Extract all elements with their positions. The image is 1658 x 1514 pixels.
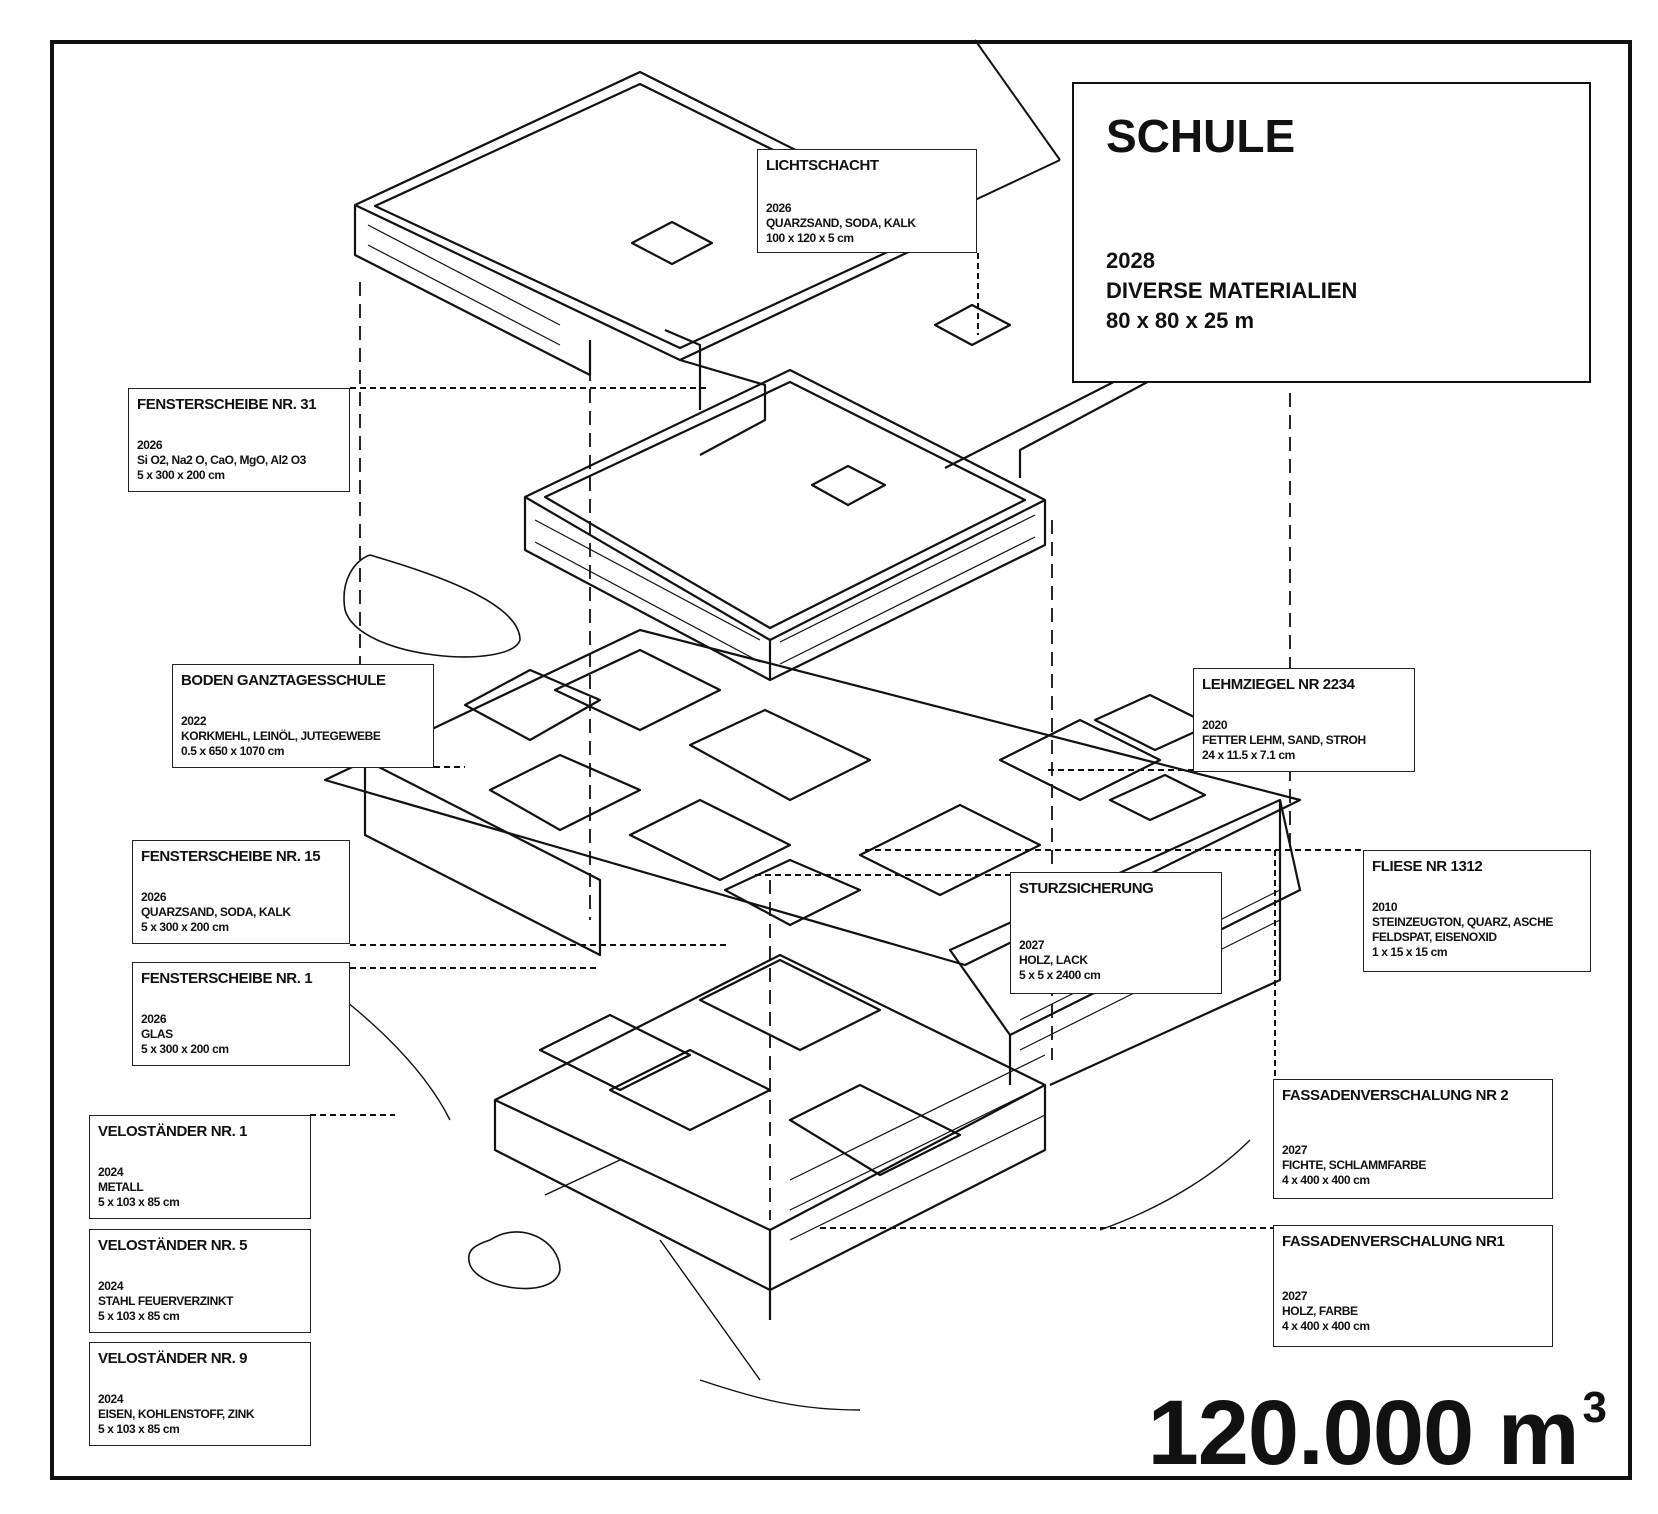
label-dimensions: 5 x 5 x 2400 cm [1019, 968, 1101, 982]
label-lichtschacht [757, 149, 977, 253]
label-dimensions: 1 x 15 x 15 cm [1372, 945, 1448, 959]
label-material: FETTER LEHM, SAND, STROH [1202, 733, 1366, 747]
label-year: 2026 [137, 438, 163, 452]
label-dimensions: 4 x 400 x 400 cm [1282, 1319, 1370, 1333]
label-dimensions: 4 x 400 x 400 cm [1282, 1173, 1370, 1187]
label-title: LICHTSCHACHT [766, 157, 879, 174]
label-dimensions: 5 x 300 x 200 cm [141, 1042, 229, 1056]
label-material: QUARZSAND, SODA, KALK [141, 905, 291, 919]
label-title: STURZSICHERUNG [1019, 880, 1154, 897]
label-dimensions: 5 x 300 x 200 cm [141, 920, 229, 934]
total-volume [1148, 1358, 1606, 1483]
label-velostaender-5 [89, 1229, 311, 1333]
label-year: 2026 [141, 1012, 167, 1026]
label-title: FENSTERSCHEIBE NR. 15 [141, 848, 321, 865]
label-year: 2020 [1202, 718, 1228, 732]
label-fensterscheibe-31 [128, 388, 350, 492]
label-material: HOLZ, FARBE [1282, 1304, 1358, 1318]
label-dimensions: 0.5 x 650 x 1070 cm [181, 744, 285, 758]
label-material: STAHL FEUERVERZINKT [98, 1294, 234, 1308]
label-sturzsicherung [1010, 872, 1222, 994]
label-material: HOLZ, LACK [1019, 953, 1088, 967]
title-dimensions: 80 x 80 x 25 m [1106, 308, 1255, 333]
label-boden-ganztagesschule [172, 664, 434, 768]
label-title: FASSADENVERSCHALUNG NR1 [1282, 1233, 1505, 1250]
label-year: 2024 [98, 1279, 124, 1293]
label-title: BODEN GANZTAGESSCHULE [181, 672, 386, 689]
label-material: Si O2, Na2 O, CaO, MgO, Al2 O3 [137, 453, 306, 467]
label-dimensions: 24 x 11.5 x 7.1 cm [1202, 748, 1295, 762]
label-fensterscheibe-1 [132, 962, 350, 1066]
label-material: FICHTE, SCHLAMMFARBE [1282, 1158, 1426, 1172]
title-year: 2028 [1106, 248, 1155, 273]
label-title: VELOSTÄNDER NR. 5 [98, 1237, 248, 1254]
title-name: SCHULE [1106, 110, 1296, 162]
label-year: 2026 [141, 890, 167, 904]
label-fliese [1363, 850, 1591, 972]
label-material-2: FELDSPAT, EISENOXID [1372, 930, 1497, 944]
label-year: 2024 [98, 1392, 124, 1406]
title-material: DIVERSE MATERIALIEN [1106, 278, 1358, 303]
label-year: 2010 [1372, 900, 1398, 914]
label-year: 2027 [1282, 1289, 1308, 1303]
label-title: VELOSTÄNDER NR. 1 [98, 1123, 248, 1140]
label-title: FASSADENVERSCHALUNG NR 2 [1282, 1087, 1509, 1104]
label-lehmziegel [1193, 668, 1415, 772]
label-title: FLIESE NR 1312 [1372, 858, 1483, 875]
label-material: STEINZEUGTON, QUARZ, ASCHE [1372, 915, 1553, 929]
label-velostaender-9 [89, 1342, 311, 1446]
label-year: 2026 [766, 201, 792, 215]
title-block [1072, 82, 1591, 383]
label-dimensions: 100 x 120 x 5 cm [766, 231, 854, 245]
label-material: GLAS [141, 1027, 173, 1041]
label-title: LEHMZIEGEL NR 2234 [1202, 676, 1355, 693]
label-dimensions: 5 x 300 x 200 cm [137, 468, 225, 482]
label-dimensions: 5 x 103 x 85 cm [98, 1195, 180, 1209]
label-year: 2027 [1282, 1143, 1308, 1157]
label-title: FENSTERSCHEIBE NR. 1 [141, 970, 313, 987]
volume-unit-exponent: 3 [1582, 1383, 1606, 1432]
label-material: METALL [98, 1180, 144, 1194]
label-velostaender-1 [89, 1115, 311, 1219]
label-fassadenverschalung-2 [1273, 1079, 1553, 1199]
label-title: VELOSTÄNDER NR. 9 [98, 1350, 248, 1367]
label-material: KORKMEHL, LEINÖL, JUTEGEWEBE [181, 729, 381, 743]
label-year: 2022 [181, 714, 207, 728]
label-material: EISEN, KOHLENSTOFF, ZINK [98, 1407, 255, 1421]
label-dimensions: 5 x 103 x 85 cm [98, 1309, 180, 1323]
label-material: QUARZSAND, SODA, KALK [766, 216, 916, 230]
label-fassadenverschalung-1 [1273, 1225, 1553, 1347]
label-dimensions: 5 x 103 x 85 cm [98, 1422, 180, 1436]
label-fensterscheibe-15 [132, 840, 350, 944]
label-year: 2024 [98, 1165, 124, 1179]
label-title: FENSTERSCHEIBE NR. 31 [137, 396, 317, 413]
label-year: 2027 [1019, 938, 1045, 952]
volume-value: 120.000 m [1147, 1382, 1579, 1484]
